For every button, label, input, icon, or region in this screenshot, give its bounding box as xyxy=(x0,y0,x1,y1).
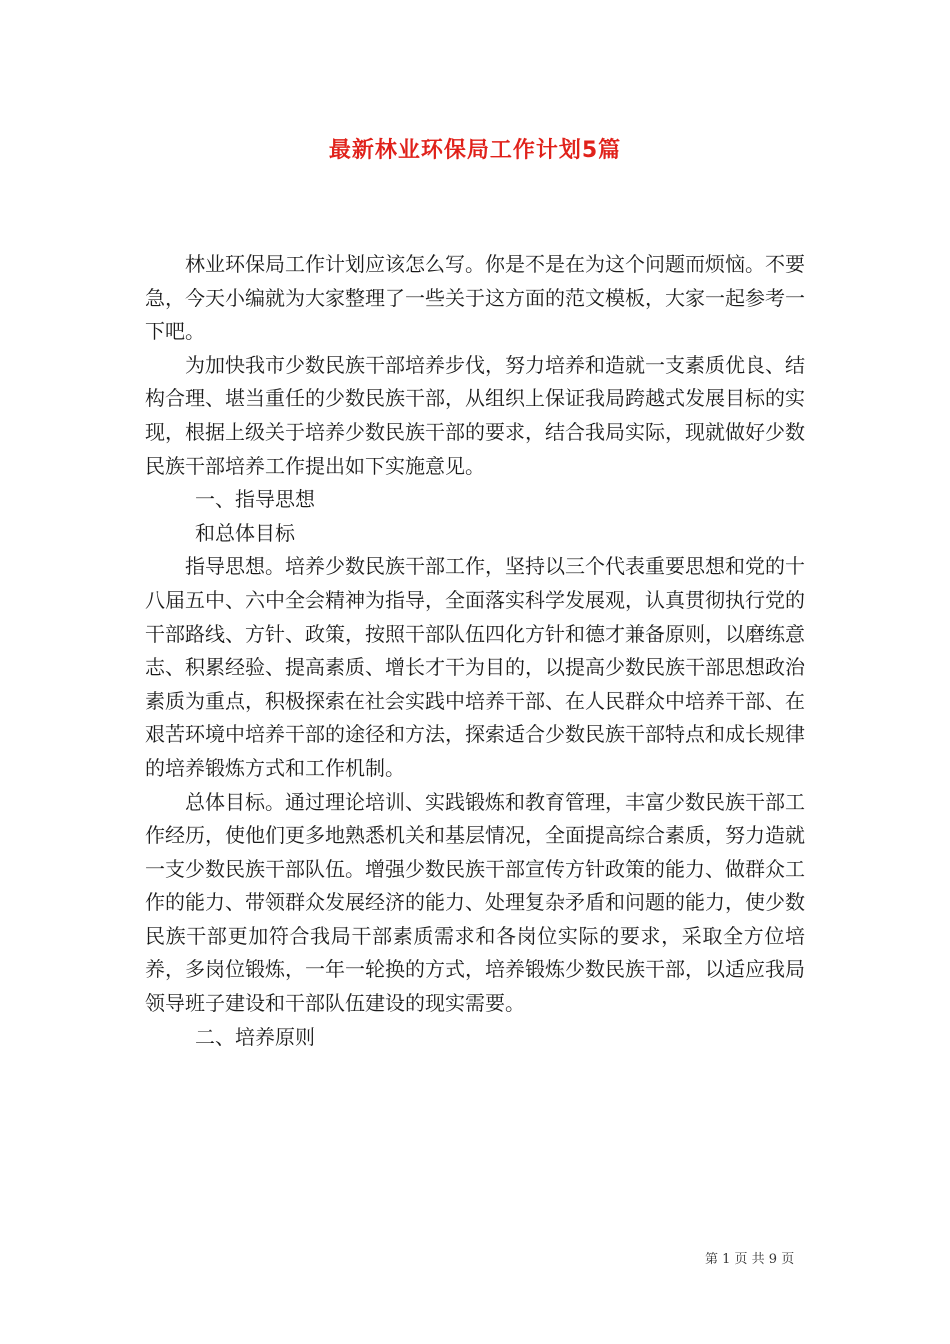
paragraph-purpose: 为加快我市少数民族干部培养步伐，努力培养和造就一支素质优良、结构合理、堪当重任的少数民族干部，从组织上保证我局跨越式发展目标的实现，根据上级关于培养少数民族干部的要求，结合我局实际，现就做好少数民族干部培养工作提出如下实施意见。 xyxy=(145,352,805,478)
document-body xyxy=(145,248,805,1054)
page-number-footer: 第 1 页 共 9 页 xyxy=(705,1252,795,1267)
paragraph-guiding-ideology: 指导思想。培养少数民族干部工作，坚持以三个代表重要思想和党的十八届五中、六中全会精神为指导，全面落实科学发展观，认真贯彻执行党的干部路线、方针、政策，按照干部队伍四化方针和德才兼备原则，以磨练意志、积累经验、提高素质、增长才干为目的，以提高少数民族干部思想政治素质为重点，积极探索在社会实践中培养干部、在人民群众中培养干部、在艰苦环境中培养干部的途径和方法，探索适合少数民族干部特点和成长规律的培养锻炼方式和工作机制。 xyxy=(145,554,805,780)
section-heading-1-continued: 和总体目标 xyxy=(195,520,295,545)
intro-paragraph: 林业环保局工作计划应该怎么写。你是不是在为这个问题而烦恼。不要急，今天小编就为大家整理了一些关于这方面的范文模板，大家一起参考一下吧。 xyxy=(145,252,805,344)
document-title: 最新林业环保局工作计划5篇 xyxy=(328,138,622,163)
paragraph-overall-goal: 总体目标。通过理论培训、实践锻炼和教育管理，丰富少数民族干部工作经历，使他们更多地熟悉机关和基层情况，全面提高综合素质，努力造就一支少数民族干部队伍。增强少数民族干部宣传方针政策的能力、做群众工作的能力、带领群众发展经济的能力、处理复杂矛盾和问题的能力，使少数民族干部更加符合我局干部素质需求和各岗位实际的要求，采取全方位培养，多岗位锻炼，一年一轮换的方式，培养锻炼少数民族干部，以适应我局领导班子建设和干部队伍建设的现实需要。 xyxy=(145,789,805,1016)
section-heading-2: 二、培养原则 xyxy=(195,1024,315,1049)
section-heading-1: 一、指导思想 xyxy=(195,487,315,512)
